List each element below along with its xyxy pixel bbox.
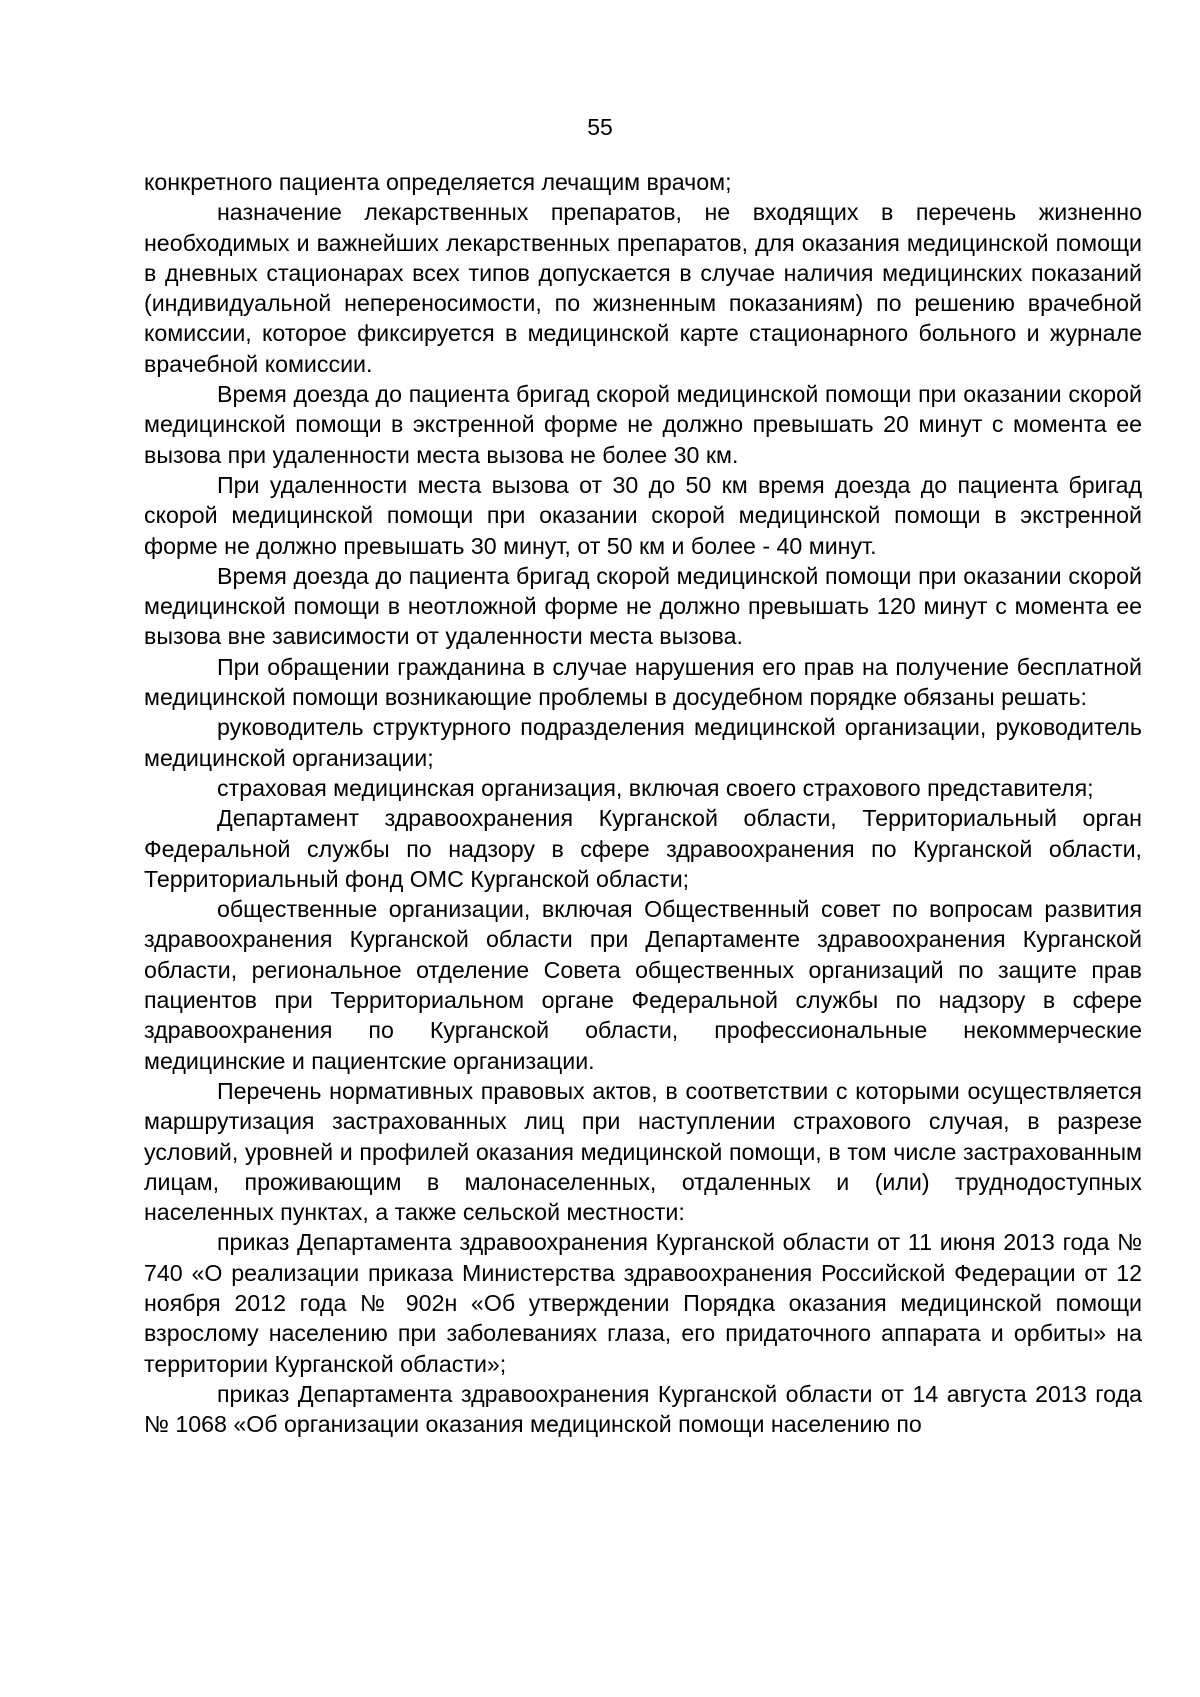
paragraph: приказ Департамента здравоохранения Курганской области от 14 августа 2013 года № 1068 «Об организации оказания медицинской помощи населению по (144, 1380, 1142, 1438)
paragraph: Время доезда до пациента бригад скорой медицинской помощи при оказании скорой медицинской помощи в экстренной форме не должно превышать 20 минут с момента ее вызова при удаленности места вызова не более 30 км. (144, 381, 1142, 468)
paragraph: руководитель структурного подразделения медицинской организации, руководитель медицинской организации; (144, 714, 1142, 771)
paragraph: общественные организации, включая Общественный совет по вопросам развития здравоохранения Курганской области при Департаменте здравоохранения Курганской области, региональное отделение Совета общественных организаций по защите прав пациентов при Территориальном органе Федеральной службы по надзору в сфере здравоохранения по Курганской области, профессиональные некоммерческие медицинские и пациентские организации. (144, 896, 1142, 1074)
document-body (144, 167, 1142, 1439)
paragraph: Перечень нормативных правовых актов, в соответствии с которыми осуществляется маршрутизация застрахованных лиц при наступлении страхового случая, в разрезе условий, уровней и профилей оказания медицинской помощи, в том числе застрахованным лицам, проживающим в малонаселенных, отдаленных и (или) труднодоступных населенных пунктах, а также сельской местности: (144, 1077, 1142, 1226)
paragraph: Департамент здравоохранения Курганской области, Территориальный орган Федеральной службы по надзору в сфере здравоохранения по Курганской области, Территориальный фонд ОМС Курганской области; (144, 805, 1142, 892)
paragraph: страховая медицинская организация, включая своего страхового представителя; (217, 774, 1094, 801)
paragraph: При обращении гражданина в случае нарушения его прав на получение бесплатной медицинской помощи возникающие проблемы в досудебном порядке обязаны решать: (144, 653, 1142, 711)
paragraph: Время доезда до пациента бригад скорой медицинской помощи при оказании скорой медицинской помощи в неотложной форме не должно превышать 120 минут с момента ее вызова вне зависимости от удаленности места вызова. (144, 562, 1142, 650)
paragraph: При удаленности места вызова от 30 до 50 км время доезда до пациента бригад скорой медицинской помощи при оказании скорой медицинской помощи в экстренной форме не должно превышать 30 минут, от 50 км и более - 40 минут. (144, 471, 1142, 559)
paragraph-continuation: конкретного пациента определяется лечащим врачом; (144, 169, 732, 195)
paragraph: приказ Департамента здравоохранения Курганской области от 11 июня 2013 года № 740 «О реализации приказа Министерства здравоохранения Российской Федерации от 12 ноября 2012 года № 902н «Об утверждении Порядка оказания медицинской помощи взрослому населению при заболеваниях глаза, его придаточного аппарата и орбиты» на территории Курганской области»; (144, 1229, 1142, 1377)
paragraph: назначение лекарственных препаратов, не входящих в перечень жизненно необходимых и важнейших лекарственных препаратов, для оказания медицинской помощи в дневных стационарах всех типов допускается в случае наличия медицинских показаний (индивидуальной непереносимости, по жизненным показаниям) по решению врачебной комиссии, которое фиксируется в медицинской карте стационарного больного и журнале врачебной комиссии. (144, 199, 1142, 377)
page-number: 55 (587, 114, 613, 140)
